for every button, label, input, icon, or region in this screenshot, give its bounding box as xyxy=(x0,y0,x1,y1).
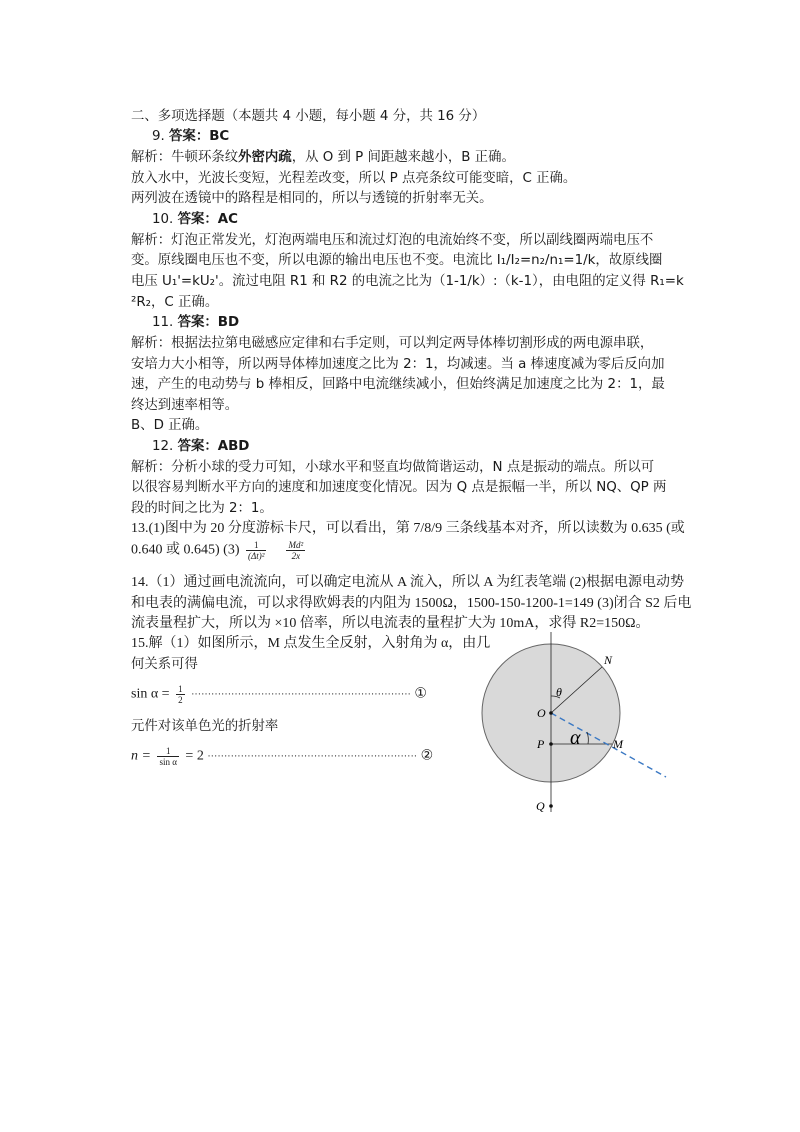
q15-eq1-numerator: 1 xyxy=(178,684,183,694)
q12-analysis-line1: 解析：分析小球的受力可知，小球水平和竖直均做简谐运动，N 点是振动的端点。所以可 xyxy=(131,460,655,475)
q13-frac1-denominator: (Δt)² xyxy=(248,551,265,561)
q11-answer-line xyxy=(152,313,239,333)
q11-analysis-line5: B、D 正确。 xyxy=(131,418,209,433)
q15-eq2-denominator: sin α xyxy=(159,757,177,767)
q11-number: 11. xyxy=(152,315,174,330)
q10-analysis-line2: 变。原线圈电压也不变，所以电源的输出电压也不变。电流比 I₁/I₂=n₂/n₁=1/k，故原线圈 xyxy=(131,253,663,268)
q13-frac2-denominator: 2x xyxy=(291,551,301,561)
q9-line1-bold: 外密内疏 xyxy=(238,150,292,165)
q12-answer-line xyxy=(152,437,249,457)
q9-analysis-line1 xyxy=(131,148,515,168)
label-P: P xyxy=(537,737,545,751)
q15-line1: 15.解（1）如图所示，M 点发生全反射，入射角为 α，由几 xyxy=(131,636,491,651)
q11-analysis-line4: 终达到速率相等。 xyxy=(131,398,239,413)
q11-analysis-line1: 解析：根据法拉第电磁感应定律和右手定则，可以判定两导体棒切割形成的两电源串联， xyxy=(131,336,654,351)
label-O: O xyxy=(537,706,546,720)
point-O xyxy=(549,711,553,715)
q13-fraction-2 xyxy=(286,540,305,561)
point-Q xyxy=(549,804,553,808)
q13-line2 xyxy=(131,540,308,561)
label-alpha: α xyxy=(570,727,581,749)
q15-eq1-denominator: 2 xyxy=(178,695,183,705)
q15-eq1-leader-dots: ·································································· xyxy=(191,689,411,701)
q14-line3: 流表量程扩大，所以为 ×10 倍率，所以电流表的量程扩大为 10mA，求得 R2=150Ω。 xyxy=(131,616,650,631)
label-N: N xyxy=(604,653,613,667)
q10-number: 10. xyxy=(152,212,174,227)
label-theta: θ xyxy=(556,685,562,699)
q11-answer-label: 答案：BD xyxy=(177,315,240,330)
q15-line3: 元件对该单色光的折射率 xyxy=(131,719,279,734)
q9-line1-b: ，从 O 到 P 间距越来越小，B 正确。 xyxy=(291,150,515,165)
q15-eq2-rhs: = 2 xyxy=(185,748,204,764)
q9-line1-a: 解析：牛顿环条纹 xyxy=(131,150,239,165)
label-Q: Q xyxy=(536,799,545,813)
q15-eq2-lhs: n = xyxy=(131,748,151,764)
q15-eq2-numerator: 1 xyxy=(157,746,178,757)
q13-frac2-numerator: Md² xyxy=(288,540,304,550)
q13-frac1-numerator: 1 xyxy=(246,540,266,551)
q10-analysis-line1: 解析：灯泡正常发光，灯泡两端电压和流过灯泡的电流始终不变，所以副线圈两端电压不 xyxy=(131,233,654,248)
q9-analysis-line2: 放入水中，光波长变短，光程差改变，所以 P 点亮条纹可能变暗，C 正确。 xyxy=(131,171,577,186)
q15-equation-2 xyxy=(131,746,433,768)
q12-answer-label: 答案：ABD xyxy=(177,439,250,454)
q10-analysis-line3: 电压 U₁'=kU₂'。流过电阻 R1 和 R2 的电流之比为（1-1/k）:（k-1），由电阻的定义得 R₁=k xyxy=(131,274,684,289)
q11-analysis-line3: 速，产生的电动势与 b 棒相反，回路中电流继续减小，但始终满足加速度之比为 2：1，最 xyxy=(131,377,665,392)
label-M: M xyxy=(613,737,623,751)
point-P xyxy=(549,742,553,746)
q15-eq2-marker: ② xyxy=(420,748,434,764)
q10-answer-label: 答案：AC xyxy=(177,212,238,227)
q13-line2-text: 0.640 或 0.645) (3) xyxy=(131,542,240,558)
q15-eq2-leader-dots: ······························································· xyxy=(207,751,418,763)
q14-line2: 和电表的满偏电流，可以求得欧姆表的内阻为 1500Ω，1500-150-1200-1=149 (3)闭合 S2 后电 xyxy=(131,596,692,611)
q14-line1: 14.（1）通过画电流流向，可以确定电流从 A 流入，所以 A 为红表笔端 (2)根据电源电动势 xyxy=(131,575,684,590)
q13-line1: 13.(1)图中为 20 分度游标卡尺，可以看出，第 7/8/9 三条线基本对齐，所以读数为 0.635 (或 xyxy=(131,521,685,536)
circle-optics-figure xyxy=(470,632,685,822)
q11-analysis-line2: 安培力大小相等，所以两导体棒加速度之比为 2：1，均减速。当 a 棒速度减为零后反向加 xyxy=(131,357,665,372)
q9-answer-line xyxy=(152,127,229,147)
q10-answer-line xyxy=(152,210,238,230)
q13-fraction-1 xyxy=(246,540,266,561)
q9-answer-label: 答案：BC xyxy=(169,129,230,144)
q15-eq1-lhs: sin α = xyxy=(131,686,170,702)
q9-analysis-line3: 两列波在透镜中的路程是相同的，所以与透镜的折射率无关。 xyxy=(131,191,493,206)
q15-eq1-fraction xyxy=(176,684,185,705)
q12-analysis-line3: 段的时间之比为 2：1。 xyxy=(131,501,273,516)
q15-eq1-marker: ① xyxy=(414,686,427,702)
q15-line2: 何关系可得 xyxy=(131,657,198,672)
q9-number: 9. xyxy=(152,129,165,144)
q15-equation-1 xyxy=(131,684,427,706)
q12-number: 12. xyxy=(152,439,174,454)
q12-analysis-line2: 以很容易判断水平方向的速度和加速度变化情况。因为 Q 点是振幅一半，所以 NQ、QP 两 xyxy=(131,480,667,495)
q15-eq2-fraction xyxy=(157,746,178,767)
section-title: 二、多项选择题（本题共 4 小题，每小题 4 分，共 16 分） xyxy=(131,109,486,124)
q10-analysis-line4: ²R₂，C 正确。 xyxy=(131,295,219,310)
